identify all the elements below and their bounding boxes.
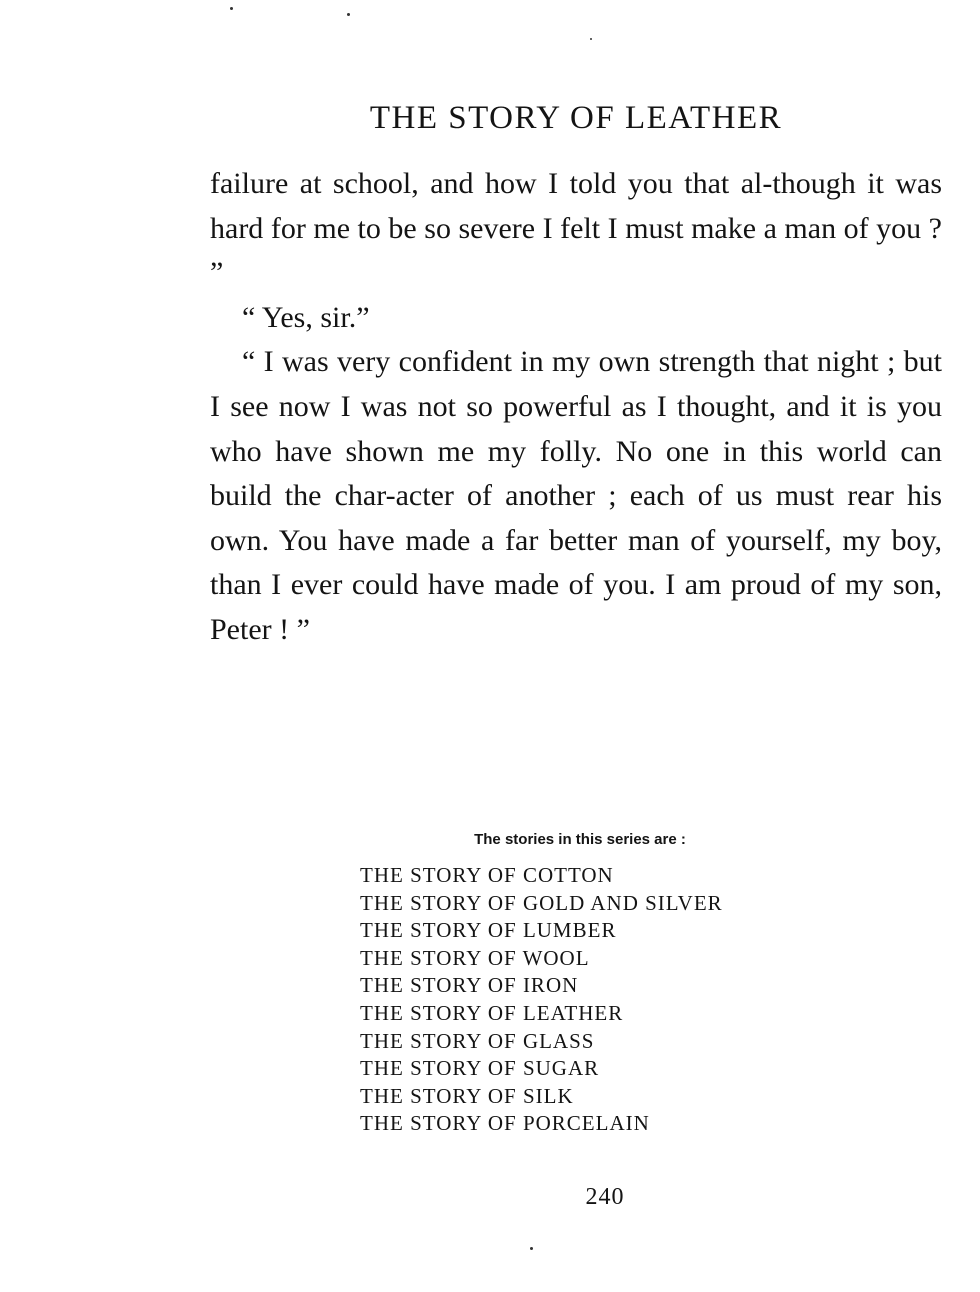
paragraph: “ I was very confident in my own strength that night ; but I see now I was not so powerful as I thought, and it is you who have shown me my folly. No one in this world can build the char-acter of another ; each of us must rear his own. You have made a far better man of yourself, my boy, than I ever could have made of you. I am proud of my son, Peter ! ” (210, 345, 942, 646)
page-number: 240 (585, 1184, 625, 1210)
series-title: THE STORY OF LEATHER (360, 1000, 624, 1025)
scan-speck (347, 13, 350, 16)
series-heading: The stories in this series are : (474, 831, 686, 848)
running-head: THE STORY OF LEATHER (369, 100, 783, 136)
series-title: THE STORY OF LUMBER (360, 918, 617, 943)
scan-speck (530, 1247, 533, 1250)
paragraph: “ Yes, sir.” (242, 300, 370, 334)
series-title: THE STORY OF COTTON (360, 863, 614, 887)
scan-speck (230, 7, 233, 10)
series-title: THE STORY OF WOOL (360, 945, 590, 970)
series-title: THE STORY OF PORCELAIN (360, 1111, 650, 1136)
series-list (360, 862, 723, 1138)
series-title: THE STORY OF SILK (360, 1083, 574, 1108)
body-text (210, 162, 942, 653)
series-title: THE STORY OF IRON (360, 973, 579, 998)
series-title: THE STORY OF GLASS (360, 1028, 595, 1053)
series-title: THE STORY OF GOLD AND SILVER (360, 890, 723, 915)
scan-speck (590, 38, 592, 40)
series-title: THE STORY OF SUGAR (360, 1056, 600, 1081)
paragraph: failure at school, and how I told you that al-though it was hard for me to be so severe I felt I must make a man of you ? ” (210, 167, 942, 290)
